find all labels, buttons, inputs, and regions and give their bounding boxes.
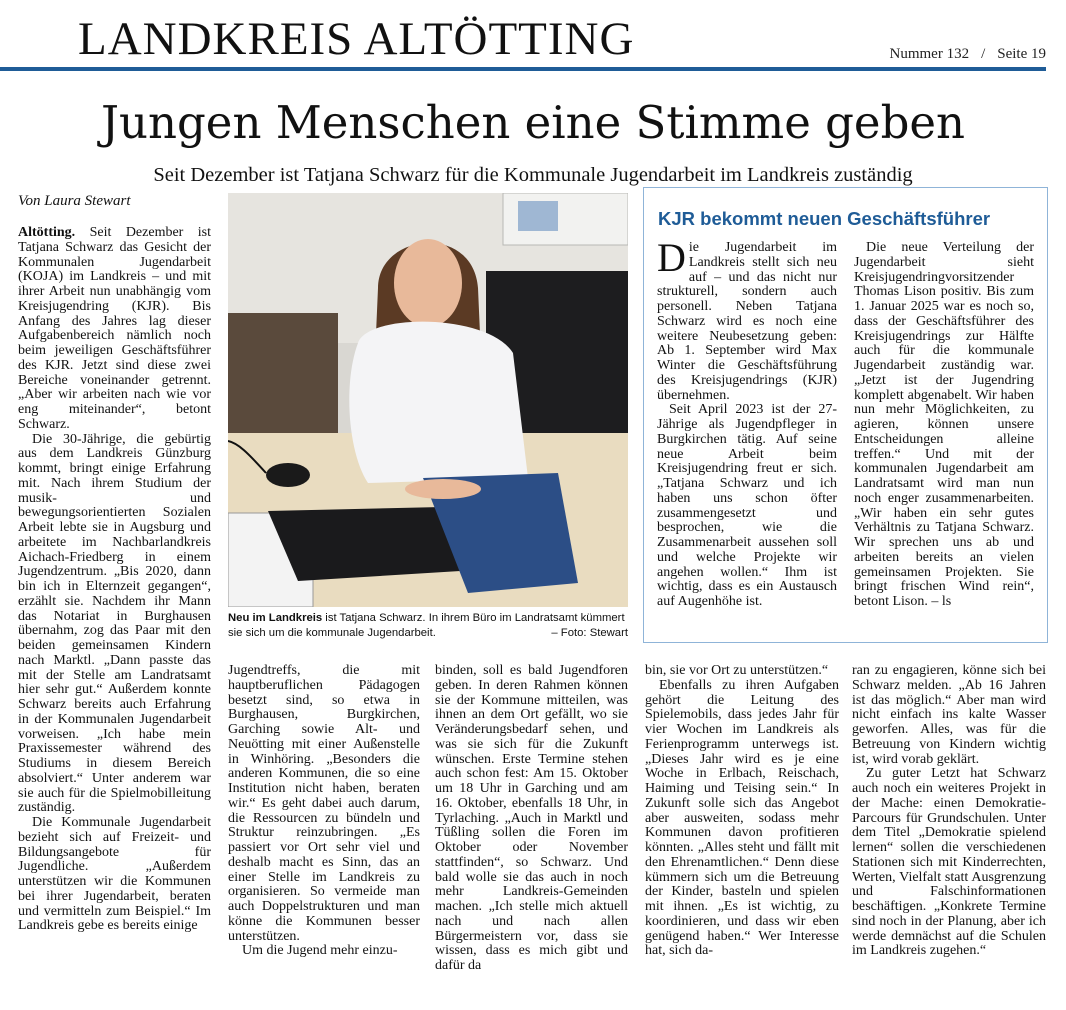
paragraph-text: Seit Dezember ist Tatjana Schwarz das Gesicht der Kommunalen Jugendarbeit (KOJA) im Landkreis – und mit ihrer Arbeit nun unabhängig vom Kreisjugendring (KJR). Bis Anfang des Jahres lag dieser Aufgabenbereich nämlich noch beim jeweiligen Geschäftsführer des KJR. Jetzt sind diese zwei Bereiche voneinander getrennt. „Aber wir arbeiten nach wie vor eng miteinander“, betont Schwarz. xyxy=(18,226,211,432)
caption-text: ist Tatjana Schwarz. In ihrem Büro im Landratsamt kümmert sie sich um die kommunale Jugendarbeit. xyxy=(228,612,625,639)
article-paragraph: Zu guter Letzt hat Schwarz auch noch ein weiteres Projekt in der Mache: einen Demokratie-Parcours für Grundschulen. Unter dem Titel „Demokratie spielend lernen“ sollen die verschiedenen Stationen sich mit Kinderrechten, Werten, Vielfalt statt Ausgrenzung und Falschinformationen beschäftigen. „Konkrete Termine sind noch in der Planung, aber ich werde demnächst auf die Schulen im Landkreis zugehen.“ xyxy=(852,766,1046,959)
drop-cap: D xyxy=(657,235,686,280)
info-box-title: KJR bekommt neuen Geschäftsführer xyxy=(658,208,991,229)
article-paragraph: Um die Jugend mehr einzu- xyxy=(242,943,398,959)
section-title: LANDKREIS ALTÖTTING xyxy=(78,13,635,65)
photo-image xyxy=(228,193,628,607)
portrait-photo xyxy=(228,193,628,607)
article-column-1 xyxy=(18,226,211,996)
info-box-paragraph: Seit April 2023 ist der 27-Jährige als Jugendpfleger in Burgkirchen tätig. Auf seine neue Arbeit beim Kreisjugendring freut er sich. „Tatjana Schwarz und ich haben uns schon öfter zusammengesetzt und besprochen, wie die Zusammenarbeit aussehen soll und welche Projekte wir angehen wollen.“ Ihm ist wichtig, dass es ein Austausch auf Augenhöhe ist. xyxy=(657,402,837,609)
issue-separator: / xyxy=(981,46,986,62)
paragraph-text: ie Jugendarbeit im Landkreis stellt sich neu auf – und das nicht nur strukturell, sondern auch personell. Neben Tatjana Schwarz wird es noch eine weitere Neubesetzung geben: Ab 1. September wird Max Winter die Geschäftsführung des Kreisjugendrings (KJR) übernehmen. xyxy=(657,240,837,403)
photo-credit: – Foto: Stewart xyxy=(551,627,628,639)
issue-info xyxy=(890,46,1047,63)
article-paragraph: Ebenfalls zu ihren Aufgaben gehört die Leitung des Spielemobils, dass jedes Jahr für vier Wochen im Landkreis als Ferienprogramm unterwegs ist. „Dieses Jahr wird es je eine Woche in Erlbach, Reischach, Haiming und Teising sein.“ In Zukunft solle sich das Angebot aber ausweiten, sodass mehr Kommunen davon profitieren könnten. „Alles steht und fällt mit den Ehrenamtlichen.“ Denn diese kümmern sich um die Betreuung der Kinder, basteln und spielen mit ihnen. „Es ist wichtig, zu koordinieren, und dass wir eben genügend haben.“ Wer Interesse hat, sich da- xyxy=(645,677,839,959)
article-paragraph xyxy=(18,226,211,433)
photo-caption xyxy=(228,611,628,641)
article-column-3 xyxy=(435,664,628,996)
info-box-column-1 xyxy=(657,235,837,610)
article-subheadline: Seit Dezember ist Tatjana Schwarz für die Kommunale Jugendarbeit im Landkreis zuständig xyxy=(153,164,913,186)
article-paragraph: Jugendtreffs, die mit hauptberuflichen Pädagogen besetzt sind, so etwa in Burghausen, Burgkirchen, Garching sowie Alt- und Neuötting mit einer Außenstelle in Winhöring. „Besonders die anderen Kommunen, die so eine Institution nicht haben, beraten wir.“ Es geht dabei auch darum, die Ressourcen zu bündeln und Struktur reinzubringen. „Es passiert vor Ort sehr viel und deshalb macht es Sinn, das an einer Stelle im Landkreis zu organisieren. So vermeide man auch Doppelstrukturen und man könne die Kommunen besser unterstützen. xyxy=(228,664,420,944)
article-byline: Von Laura Stewart xyxy=(18,193,131,209)
article-column-5 xyxy=(852,664,1046,996)
article-paragraph: Die Kommunale Jugendarbeit bezieht sich auf Freizeit- und Bildungsangebote für Jugendliche. „Außerdem unterstützen wir die Kommunen bei ihrer Jugendarbeit, beraten und vermitteln zum Beispiel.“ Im Landkreis gebe es bereits einige xyxy=(18,815,211,934)
article-column-2 xyxy=(228,664,420,996)
header-rule xyxy=(0,67,1046,71)
info-box-column-2 xyxy=(854,241,1034,610)
article-paragraph: binden, soll es bald Jugendforen geben. In deren Rahmen können sie der Kommune mitteilen, was ihnen an dem Ort gefällt, wo sie Veränderungsbedarf sehen, und was sie sich für die Zukunft wünschen. Erste Termine stehen auch schon fest: Am 15. Oktober um 18 Uhr in Garching und am 16. Oktober, ebenfalls 18 Uhr, in Tyrlaching. „Auch in Marktl und Tüßling sollen die Foren im Oktober oder November stattfinden“, so Schwarz. Und bald wolle sie das auch in noch mehr Landkreis-Gemeinden machen. „Ich stelle mich aktuell nach und nach allen Bürgermeistern vor, dass sie wissen, dass es mich gibt und dafür da xyxy=(435,664,628,973)
info-box-paragraph xyxy=(657,235,837,403)
dateline: Altötting. xyxy=(18,226,76,240)
issue-number: Nummer 132 xyxy=(889,46,970,62)
info-box xyxy=(643,187,1048,643)
article-paragraph: bin, sie vor Ort zu unterstützen.“ xyxy=(645,664,829,678)
page-number: Seite 19 xyxy=(997,46,1046,62)
article-paragraph: ran zu engagieren, könne sich bei Schwarz melden. „Ab 16 Jahren ist das möglich.“ Aber man wird nicht einfach ins kalte Wasser geworfen. Alles, was für die Betreuung von Kindern wichtig ist, wird vorab geklärt. xyxy=(852,664,1046,767)
article-paragraph: Die 30-Jährige, die gebürtig aus dem Landkreis Günzburg kommt, bringt einige Erfahrung mit. Nach ihrem Studium der musik- und bewegungsorientierten Sozialen Arbeit lebte sie in Augsburg und arbeitete im Nachbarlandkreis Aichach-Friedberg in einem Jugendzentrum. „Bis 2020, dann bin ich in Elternzeit gegangen“, erzählt sie. Nachdem ihr Mann das Notariat in Burghausen übernahm, zog das Paar mit den beiden gemeinsamen Kindern nach Marktl. „Dann passte das mit der Stelle am Landratsamt hier sehr gut.“ Außerdem konnte Schwarz bereits auch Erfahrung in der Kommunalen Jugendarbeit vorweisen. „Ich habe mein Praxissemester während des Studiums in diesem Bereich absolviert.“ Unter anderem war sie auch für die Spielmobilleitung zuständig. xyxy=(18,431,211,816)
caption-lead: Neu im Landkreis xyxy=(228,612,323,624)
article-column-4 xyxy=(645,664,839,996)
article-headline: Jungen Menschen eine Stimme geben xyxy=(101,96,965,149)
info-box-paragraph: Die neue Verteilung der Jugendarbeit sieht Kreisjugendringvorsitzender Thomas Lison positiv. Bis zum 1. Januar 2025 war es noch so, dass der Geschäftsführer des Kreisjugendrings zur Hälfte auch für die kommunale Jugendarbeit zuständig war. „Jetzt ist der Jugendring komplett abgenabelt. Wir haben nun mehr Möglichkeiten, zu agieren, können unsere Entscheidungen alleine treffen.“ Und mit der kommunalen Jugendarbeit am Landratsamt wird man nun noch enger zusammenarbeiten. „Wir haben ein sehr gutes Verhältnis zu Tatjana Schwarz. Wir sprechen uns ab und arbeiten bereits an vielen gemeinsamen Projekten. Sie bringt frischen Wind rein“, betont Lison. – ls xyxy=(854,240,1034,609)
